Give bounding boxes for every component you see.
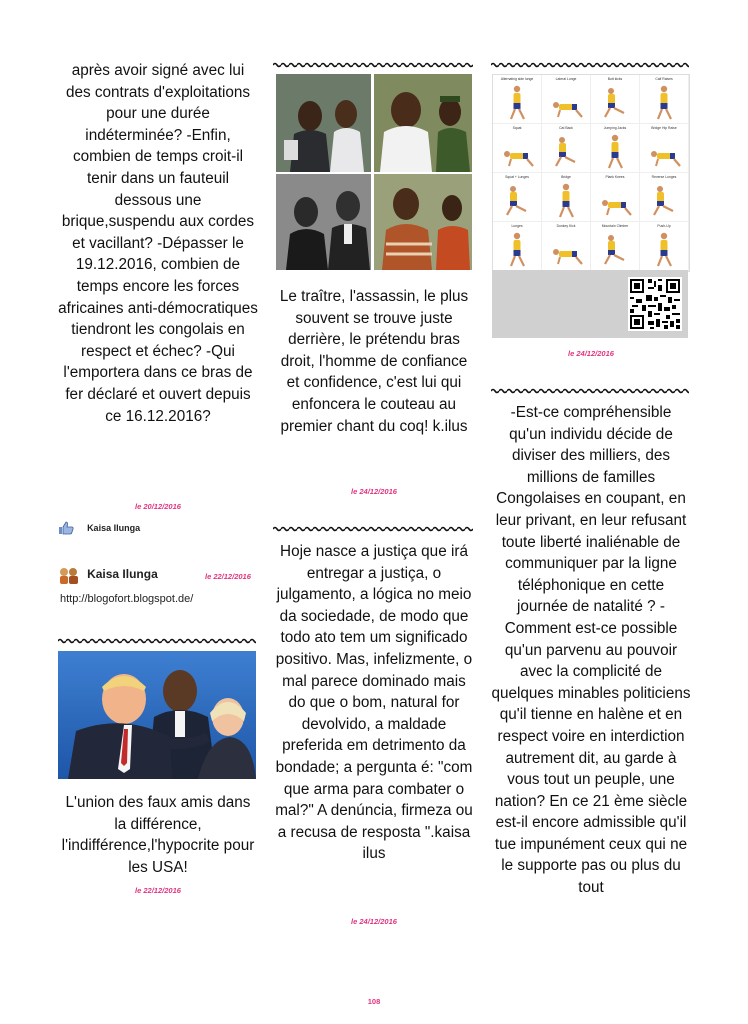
exercise-label: Squat bbox=[512, 126, 522, 130]
exercise-label: Calf Raises bbox=[655, 77, 673, 81]
exercise-cell bbox=[493, 173, 542, 222]
exercise-cell bbox=[591, 75, 640, 124]
exercise-figure-icon bbox=[644, 230, 684, 268]
exercise-label: Push-Up bbox=[657, 224, 671, 228]
exercise-cell bbox=[542, 173, 591, 222]
exercise-label: Butt kicks bbox=[607, 77, 623, 81]
like-row bbox=[58, 521, 140, 535]
wavy-divider bbox=[491, 56, 689, 64]
exercise-label: Jumping Jacks bbox=[603, 126, 627, 130]
blog-url[interactable]: http://blogofort.blogspot.de/ bbox=[60, 593, 194, 605]
column-1-text: après avoir signé avec lui des contrats d'exploitations pour une durée indéterminée? -Enfin, combien de temps croit-il tenir dans un fauteuil dessous une brique,suspendu aux cordes et vacillant? -Dépasser le 19.12.2016, combien de temps encore les forces africaines anti-démocratiques tiendront les congolais en respect et échec? -Qui l'emportera dans ce bras de fer déclaré et ouvert depuis ce 16.12.2016? bbox=[58, 62, 258, 425]
exercise-grid bbox=[493, 75, 689, 271]
exercise-label: Mountain Climber bbox=[601, 224, 629, 228]
exercise-figure-icon bbox=[644, 83, 684, 121]
exercise-figure-icon bbox=[546, 181, 586, 219]
exercise-figure-icon bbox=[546, 230, 586, 268]
thumbs-up-icon bbox=[58, 521, 74, 535]
exercise-figure-icon bbox=[644, 181, 684, 219]
column-2-date-1: le 24/12/2016 bbox=[351, 487, 397, 496]
exercise-cell bbox=[493, 124, 542, 173]
photo-collage-leaders bbox=[276, 74, 472, 270]
exercise-cell bbox=[591, 173, 640, 222]
exercise-figure-icon bbox=[595, 132, 635, 170]
exercise-cell bbox=[591, 222, 640, 271]
exercise-cell bbox=[591, 124, 640, 173]
exercise-label: Lateral Lunge bbox=[555, 77, 577, 81]
caption-date: le 22/12/2016 bbox=[135, 886, 181, 895]
exercise-cell bbox=[640, 173, 689, 222]
exercise-label: Bridge Hip Raise bbox=[651, 126, 677, 130]
exercise-label: Lunges bbox=[511, 224, 523, 228]
profile-date: le 22/12/2016 bbox=[205, 572, 251, 581]
photo-caption: L'union des faux amis dans la différence, l'indifférence,l'hypocrite pour les USA! bbox=[61, 794, 255, 876]
exercise-cell bbox=[493, 222, 542, 271]
qr-code-icon[interactable] bbox=[628, 277, 682, 331]
page-number: 108 bbox=[367, 997, 381, 1006]
column-2-text-2: Hoje nasce a justiça que irá entregar a justiça, o julgamento, a lógica no meio da sociedade, de modo que todo ato tem um significado positivo. Mas, infelizmente, o mal parece dominado mais do que o bom, natural for devolvido, a maldade preferida em detrimento da bondade; a pergunta é: "com que arma para combater o mal?" A denúncia, firmeza ou a recusa de resposta ".kaisa ilus bbox=[275, 543, 473, 863]
exercise-cell bbox=[542, 124, 591, 173]
exercise-label: Cat Back bbox=[559, 126, 573, 130]
exercise-label: Squat + Lunges bbox=[505, 175, 529, 179]
exercise-cell bbox=[640, 75, 689, 124]
qr-panel bbox=[492, 270, 688, 338]
exercise-figure-icon bbox=[497, 83, 537, 121]
exercise-cell bbox=[493, 75, 542, 124]
exercise-figure-icon bbox=[644, 132, 684, 170]
wavy-divider bbox=[273, 520, 473, 528]
like-author: Kaisa Ilunga bbox=[87, 522, 141, 533]
exercise-label: Reverse Lunges bbox=[651, 175, 677, 179]
wavy-divider bbox=[58, 632, 256, 640]
column-2-text-1: Le traître, l'assassin, le plus souvent se trouve juste derrière, le prétendu bras droit, l'homme de confiance et confidence, c'est lui qui enfoncera le couteau au premier chant du coq! k.ilus bbox=[279, 288, 469, 435]
avatar bbox=[58, 566, 80, 584]
column-3-text: -Est-ce compréhensible qu'un individu décide de diviser des milliers, des millions de familles Congolaises en coupant, en leur privant, en leur refusant toute liberté inaliénable de communiquer par la ligne téléphonique en cette journée de natalité ? -Comment est-ce possible qu'un parvenu au pouvoir avec la complicité de quelques minables politiciens qu'il tienne en halène et en respect voire en interdiction autrement dit, au garde à vous tout un peuple, une nation? En ce 21 ème siècle est-il encore admissible qu'il tue impunément ceux qui ne le supporte pas ou plus du tout bbox=[491, 404, 691, 897]
exercise-cell bbox=[542, 222, 591, 271]
column-3-date-1: le 24/12/2016 bbox=[568, 349, 614, 358]
column-2-date-2: le 24/12/2016 bbox=[351, 917, 397, 926]
exercise-cell bbox=[640, 124, 689, 173]
exercise-figure-icon bbox=[546, 132, 586, 170]
exercise-figure-icon bbox=[595, 181, 635, 219]
profile-author: Kaisa Ilunga bbox=[87, 566, 158, 581]
wavy-divider bbox=[491, 382, 689, 390]
photo-politicians-hug bbox=[58, 651, 256, 779]
exercise-figure-icon bbox=[546, 83, 586, 121]
exercise-label: Alternating side lunge bbox=[500, 77, 534, 81]
exercise-label: Donkey Kick bbox=[556, 224, 576, 228]
profile-row bbox=[58, 566, 251, 584]
column-1-date: le 20/12/2016 bbox=[135, 502, 181, 511]
exercise-figure-icon bbox=[595, 230, 635, 268]
exercise-figure-icon bbox=[497, 181, 537, 219]
exercise-figure-icon bbox=[497, 230, 537, 268]
wavy-divider bbox=[273, 56, 473, 64]
exercise-cell bbox=[542, 75, 591, 124]
exercise-label: Plank Knees bbox=[605, 175, 625, 179]
exercise-figure-icon bbox=[595, 83, 635, 121]
exercise-cell bbox=[640, 222, 689, 271]
exercise-figure-icon bbox=[497, 132, 537, 170]
exercise-chart-image bbox=[492, 74, 690, 272]
exercise-label: Bridge bbox=[561, 175, 571, 179]
